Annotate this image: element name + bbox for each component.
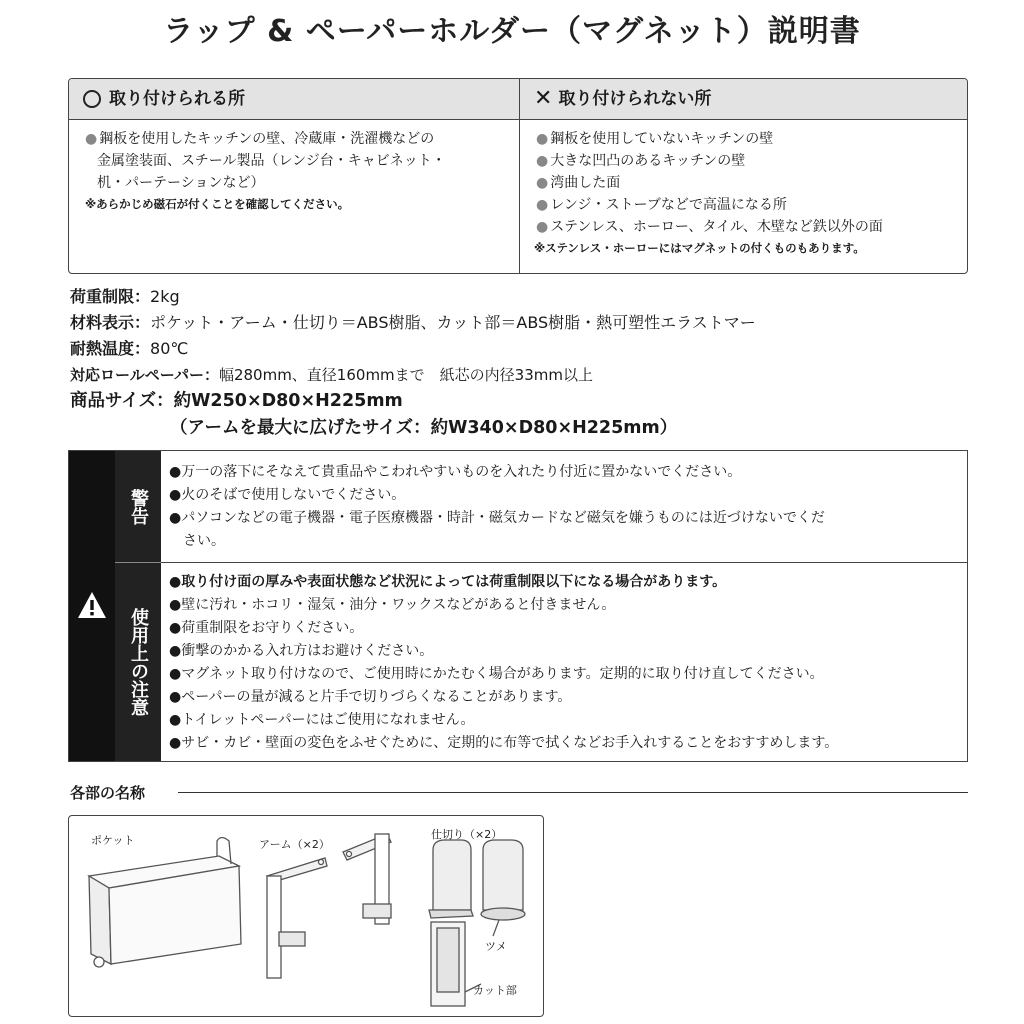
arm-label: アーム（×2） [259,838,330,851]
attachable-note: ※あらかじめ磁石が付くことを確認してください。 [85,197,350,211]
warning-label: 警告 [115,451,161,563]
warning-list [169,461,959,553]
warning-icon-column [69,451,115,761]
circle-icon [83,90,101,108]
document-title: ラップ & ペーパーホルダー（マグネット）説明書 [163,14,861,49]
list-item: ●荷重制限をお守りください。 [169,620,364,636]
section-rule [178,792,968,793]
mounting-locations-table [68,78,968,274]
arm-illustration-2 [343,834,391,924]
list-item: ● 湾曲した面 [536,175,621,191]
spec-size-extended: （アームを最大に広げたサイズ：約W340×D80×H225mm） [170,418,678,438]
pocket-illustration [89,838,241,968]
not-attachable-title: 取り付けられない所 [558,89,712,109]
claw-label: ツメ [485,940,507,953]
bullet-icon: ● [536,131,549,147]
list-item: さい。 [183,533,225,549]
bullet-icon: ● [169,712,182,728]
list-item: ● 鋼板を使用したキッチンの壁、冷蔵庫・洗濯機などの [85,131,435,147]
list-item: ●サビ・カビ・壁面の変色をふせぐために、定期的に布等で拭くなどお手入れすることをおすすめします。 [169,735,839,751]
bullet-icon: ● [85,131,98,147]
cross-icon: ✕ [534,86,553,111]
bullet-icon: ● [169,689,182,705]
list-item: 金属塗装面、スチール製品（レンジ台・キャビネット・ [97,153,446,169]
caution-list [169,571,959,755]
list-item: ●トイレットペーパーにはご使用になれません。 [169,712,475,728]
spec-heat: 耐熱温度：80℃ [70,339,189,358]
bullet-icon: ● [169,735,182,751]
list-item: ● レンジ・ストーブなどで高温になる所 [536,197,787,213]
attachable-title: 取り付けられる所 [109,89,245,109]
list-item: ●壁に汚れ・ホコリ・湿気・油分・ワックスなどがあると付きません。 [169,597,616,613]
divider-label: 仕切り（×2） [431,828,503,841]
spec-material: 材料表示：ポケット・アーム・仕切り＝ABS樹脂、カット部＝ABS樹脂・熱可塑性エラストマー [70,313,756,332]
warning-triangle-icon [77,591,107,619]
spec-size: 商品サイズ：約W250×D80×H225mm [70,391,403,411]
divider [161,562,967,563]
list-item: ●衝撃のかかる入れ方はお避けください。 [169,643,434,659]
attachable-column [69,79,519,273]
cutter-label: カット部 [473,984,517,997]
bullet-icon: ● [536,219,549,235]
arm-illustration [267,858,327,978]
bullet-icon: ● [169,574,182,590]
bullet-icon: ● [169,597,182,613]
list-item: ●マグネット取り付けなので、ご使用時にかたむく場合があります。定期的に取り付け直してください。 [169,666,824,682]
bullet-icon: ● [169,643,182,659]
safety-box [68,450,968,762]
parts-diagram [68,815,544,1017]
parts-section-title: 各部の名称 [70,784,146,802]
product-specs [70,284,970,442]
bullet-icon: ● [536,153,549,169]
pocket-label: ポケット [91,834,135,847]
list-item: ● ステンレス、ホーロー、タイル、木壁など鉄以外の面 [536,219,883,235]
spec-load: 荷重制限：2kg [70,287,180,306]
list-item: ●万一の落下にそなえて貴重品やこわれやすいものを入れたり付近に置かないでください。 [169,464,742,480]
list-item: ●火のそばで使用しないでください。 [169,487,406,503]
list-item: ●パソコンなどの電子機器・電子医療機器・時計・磁気カードなど磁気を嫌うものには近づけないでくだ [169,510,825,526]
list-item: ●取り付け面の厚みや表面状態など状況によっては荷重制限以下になる場合があります。 [169,574,727,590]
bullet-icon: ● [536,175,549,191]
list-item: ●ペーパーの量が減ると片手で切りづらくなることがあります。 [169,689,572,705]
bullet-icon: ● [169,464,182,480]
list-item: 机・パーテーションなど） [97,175,265,191]
attachable-header [69,79,519,120]
list-item: ● 鋼板を使用していないキッチンの壁 [536,131,774,147]
spec-roll: 対応ロールペーパー：幅280mm、直径160mmまで 紙芯の内径33mm以上 [70,366,593,384]
list-item: ● 大きな凹凸のあるキッチンの壁 [536,153,746,169]
bullet-icon: ● [169,510,182,526]
bullet-icon: ● [169,666,182,682]
caution-label: 使用上の注意 [115,563,161,761]
bullet-icon: ● [536,197,549,213]
not-attachable-note: ※ステンレス・ホーローにはマグネットの付くものもあります。 [534,241,865,255]
not-attachable-column [519,79,968,273]
bullet-icon: ● [169,620,182,636]
not-attachable-header [520,79,968,120]
bullet-icon: ● [169,487,182,503]
